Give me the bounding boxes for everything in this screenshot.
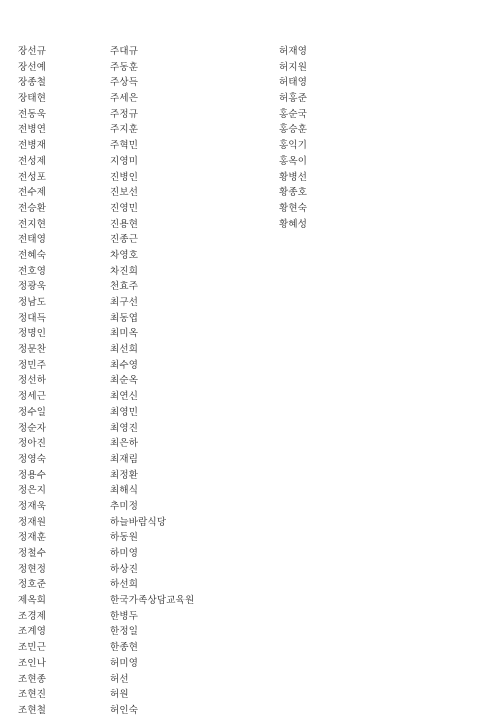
name-entry: 최영진	[110, 422, 139, 434]
name-entry: 전혜숙	[18, 249, 47, 261]
name-entry: 장선예	[18, 61, 47, 73]
name-entry: 최영민	[110, 406, 139, 418]
name-entry: 한국가족상담교육원	[110, 595, 195, 607]
name-entry: 하미영	[110, 548, 139, 559]
name-entry: 하동원	[110, 532, 139, 544]
name-entry: 최은하	[110, 438, 139, 450]
name-entry: 정용수	[18, 469, 47, 481]
name-entry: 조현철	[18, 704, 47, 716]
name-entry: 정재훈	[18, 532, 47, 544]
name-entry: 홍승훈	[279, 124, 308, 136]
name-entry: 황종호	[279, 187, 308, 199]
name-entry: 하선희	[110, 579, 139, 591]
name-entry: 최정환	[110, 469, 139, 481]
name-entry: 차진희	[110, 265, 139, 277]
name-entry: 최연신	[110, 391, 139, 403]
name-entry: 최동엽	[110, 312, 139, 324]
name-entry: 정철수	[18, 548, 47, 559]
name-entry: 천효주	[110, 281, 139, 293]
name-entry: 허미영	[110, 657, 139, 669]
name-entry: 제옥희	[18, 595, 47, 607]
name-entry: 조계영	[18, 626, 47, 638]
name-entry: 정남도	[18, 297, 47, 308]
name-entry: 허지원	[279, 61, 308, 73]
name-entry: 추미정	[110, 500, 139, 512]
name-entry: 정세근	[18, 391, 47, 403]
name-entry: 홍순국	[279, 108, 308, 120]
name-entry: 한정일	[110, 626, 139, 638]
name-entry: 전동욱	[18, 108, 47, 120]
name-entry: 진병인	[110, 171, 139, 183]
name-entry: 진영민	[110, 202, 139, 214]
name-entry: 허인숙	[110, 704, 139, 716]
name-entry: 정재욱	[18, 500, 47, 512]
name-entry: 홍옥이	[279, 155, 308, 167]
name-column-2	[110, 44, 194, 719]
name-entry: 장선규	[18, 46, 47, 57]
name-entry: 전지현	[18, 218, 47, 230]
name-entry: 장태현	[18, 93, 47, 105]
name-entry: 진용현	[110, 218, 139, 230]
name-entry: 조현종	[18, 673, 47, 685]
name-entry: 하늘바람식당	[110, 516, 167, 528]
name-entry: 전호영	[18, 265, 47, 277]
name-entry: 차영호	[110, 249, 139, 261]
name-entry: 장종철	[18, 77, 47, 89]
name-column-3	[279, 44, 307, 232]
name-entry: 허홍준	[279, 93, 308, 105]
name-entry: 최재림	[110, 453, 139, 465]
name-entry: 정호준	[18, 579, 47, 591]
name-entry: 황병선	[279, 171, 308, 183]
name-entry: 전태영	[18, 234, 47, 246]
name-entry: 정재원	[18, 516, 47, 528]
name-entry: 전병재	[18, 140, 47, 152]
name-entry: 최수영	[110, 359, 139, 371]
name-entry: 정문찬	[18, 344, 47, 356]
name-entry: 정선하	[18, 375, 47, 387]
name-entry: 황혜성	[279, 218, 308, 230]
name-entry: 전병연	[18, 124, 47, 136]
name-entry: 주정규	[110, 108, 139, 120]
name-entry: 주동훈	[110, 61, 139, 73]
name-entry: 전승환	[18, 202, 47, 214]
name-entry: 허선	[110, 673, 129, 685]
name-entry: 전성제	[18, 155, 47, 167]
name-entry: 최해식	[110, 485, 139, 497]
name-entry: 정은지	[18, 485, 47, 497]
name-entry: 허원	[110, 689, 129, 701]
name-entry: 진종근	[110, 234, 139, 246]
name-entry: 주상득	[110, 77, 139, 89]
name-entry: 지영미	[110, 155, 139, 167]
name-entry: 최구선	[110, 297, 139, 308]
name-entry: 허태영	[279, 77, 308, 89]
name-entry: 정민주	[18, 359, 47, 371]
name-entry: 조현진	[18, 689, 47, 701]
name-entry: 정아진	[18, 438, 47, 450]
name-entry: 주혁민	[110, 140, 139, 152]
name-column-1	[18, 44, 46, 719]
name-entry: 조민근	[18, 642, 47, 654]
name-entry: 주대규	[110, 46, 139, 57]
name-entry: 조경제	[18, 610, 47, 622]
name-entry: 정수일	[18, 406, 47, 418]
name-entry: 최선희	[110, 344, 139, 356]
name-entry: 최미옥	[110, 328, 139, 340]
name-entry: 진보선	[110, 187, 139, 199]
name-entry: 정광욱	[18, 281, 47, 293]
name-entry: 정대득	[18, 312, 47, 324]
name-entry: 정영숙	[18, 453, 47, 465]
name-entry: 홍익기	[279, 140, 308, 152]
name-entry: 정명인	[18, 328, 47, 340]
name-entry: 정순자	[18, 422, 47, 434]
name-entry: 전성포	[18, 171, 47, 183]
name-entry: 하상진	[110, 563, 139, 575]
name-entry: 최순옥	[110, 375, 139, 387]
name-entry: 한병두	[110, 610, 139, 622]
name-entry: 정현정	[18, 563, 47, 575]
name-entry: 한종현	[110, 642, 139, 654]
name-entry: 주지훈	[110, 124, 139, 136]
name-entry: 주세은	[110, 93, 139, 105]
name-entry: 허재영	[279, 46, 308, 57]
name-entry: 조인나	[18, 657, 47, 669]
name-entry: 황현숙	[279, 202, 308, 214]
name-entry: 전수제	[18, 187, 47, 199]
